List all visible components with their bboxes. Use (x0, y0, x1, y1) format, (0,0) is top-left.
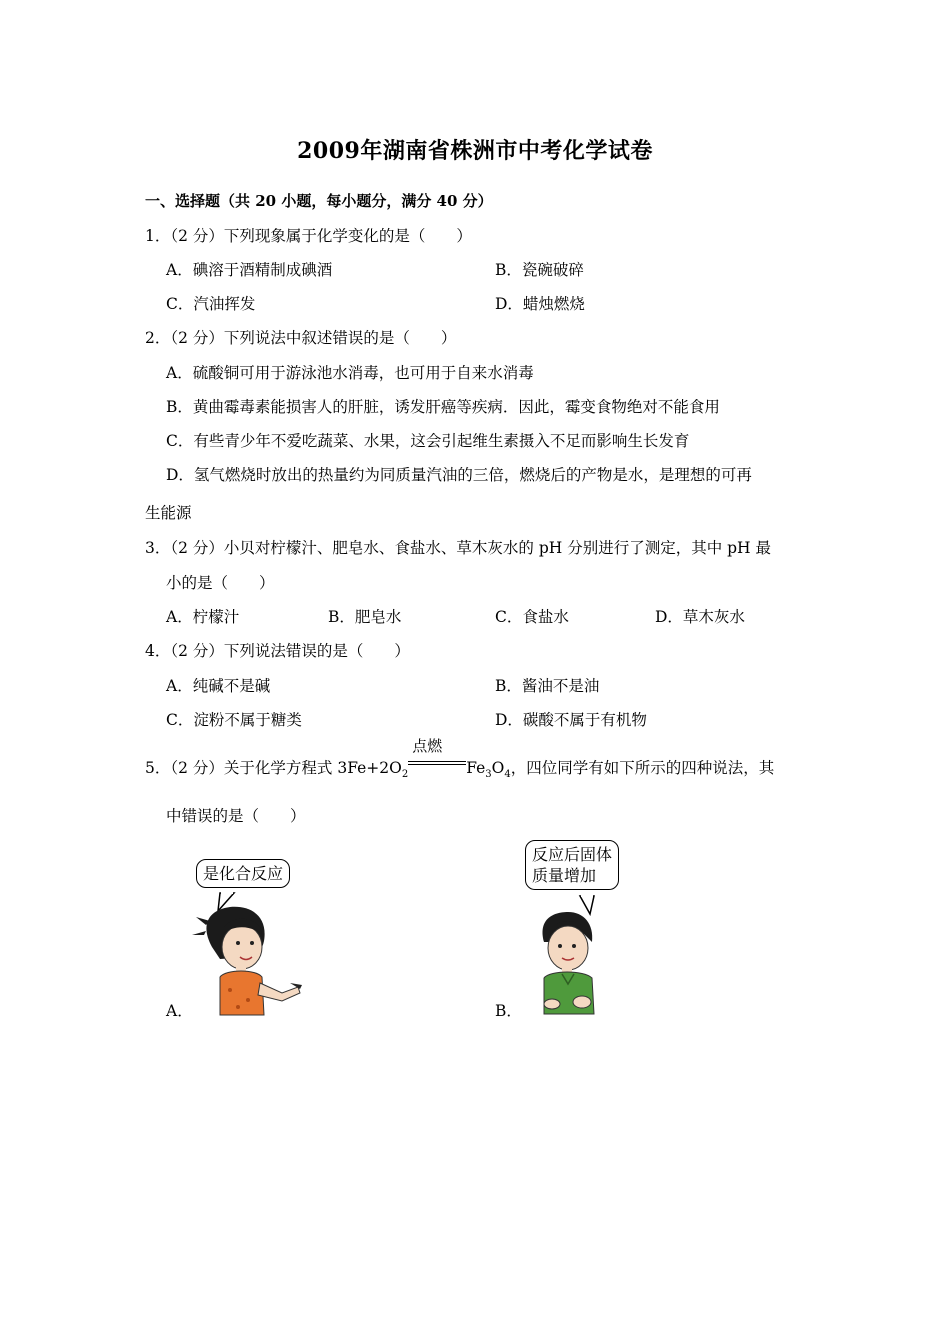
section-heading: 一、选择题（共 20 小题，每小题分，满分 40 分） (145, 192, 493, 210)
question-5-option-b-label: B． (495, 1002, 522, 1020)
question-2-stem: 2．（2 分）下列说法中叙述错误的是（ ） (145, 329, 457, 347)
speech-bubble-b-line1: 反应后固体 (532, 845, 613, 864)
question-4-option-d: D．碳酸不属于有机物 (495, 711, 647, 729)
question-3-option-d: D．草木灰水 (655, 608, 745, 626)
fe-subscript: 3 (485, 769, 492, 781)
page-title: 2009年湖南省株洲市中考化学试卷 (297, 138, 653, 164)
girl-illustration (190, 855, 310, 1020)
reaction-condition: 点燃 (412, 737, 443, 755)
question-2-option-b: B．黄曲霉毒素能损害人的肝脏，诱发肝癌等疾病．因此，霉变食物绝对不能食用 (166, 398, 720, 416)
boy-figure-icon (522, 838, 632, 1018)
question-4-option-c: C．淀粉不属于糖类 (166, 711, 302, 729)
question-3-option-c: C．食盐水 (495, 608, 569, 626)
question-3-stem-line2: 小的是（ ） (166, 574, 275, 592)
question-5-stem-pre: 5．（2 分）关于化学方程式 3Fe+2O (145, 759, 402, 777)
question-1-option-b: B．瓷碗破碎 (495, 261, 584, 279)
question-3-option-b: B．肥皂水 (328, 608, 402, 626)
question-4-stem: 4．（2 分）下列说法错误的是（ ） (145, 642, 410, 660)
question-2-option-d-line1: D．氢气燃烧时放出的热量约为同质量汽油的三倍，燃烧后的产物是水，是理想的可再 (166, 466, 752, 484)
reaction-arrow (408, 737, 466, 773)
product-fe: Fe (466, 759, 486, 777)
o2-subscript: 2 (401, 769, 409, 781)
question-1-option-c: C．汽油挥发 (166, 295, 256, 313)
question-3-option-a: A．柠檬汁 (166, 608, 240, 626)
question-5-stem-line2: 中错误的是（ ） (166, 807, 306, 825)
question-1-option-a: A．碘溶于酒精制成碘酒 (166, 261, 333, 279)
question-4-option-a: A．纯碱不是碱 (166, 677, 271, 695)
speech-bubble-b-line2: 质量增加 (532, 866, 597, 885)
question-2-option-c: C．有些青少年不爱吃蔬菜、水果，这会引起维生素摄入不足而影响生长发育 (166, 432, 690, 450)
girl-figure-icon (190, 855, 310, 1020)
question-2-option-d-line2: 生能源 (145, 504, 192, 522)
question-3-stem-line1: 3．（2 分）小贝对柠檬汁、肥皂水、食盐水、草木灰水的 pH 分别进行了测定，其中 pH 最 (145, 539, 771, 557)
question-1-stem: 1．（2 分）下列现象属于化学变化的是（ ） (145, 227, 472, 245)
speech-bubble-a: 是化合反应 (196, 859, 290, 888)
question-5-stem-line1 (145, 737, 775, 781)
question-4-option-b: B．酱油不是油 (495, 677, 600, 695)
question-5-option-a-label: A． (166, 1002, 193, 1020)
question-1-option-d: D．蜡烛燃烧 (495, 295, 585, 313)
o-subscript: 4 (504, 769, 511, 781)
question-5-stem-post: ，四位同学有如下所示的四种说法，其 (510, 759, 775, 777)
question-2-option-a: A．硫酸铜可用于游泳池水消毒，也可用于自来水消毒 (166, 364, 534, 382)
boy-illustration (522, 838, 632, 1018)
product-o: O (491, 759, 505, 777)
